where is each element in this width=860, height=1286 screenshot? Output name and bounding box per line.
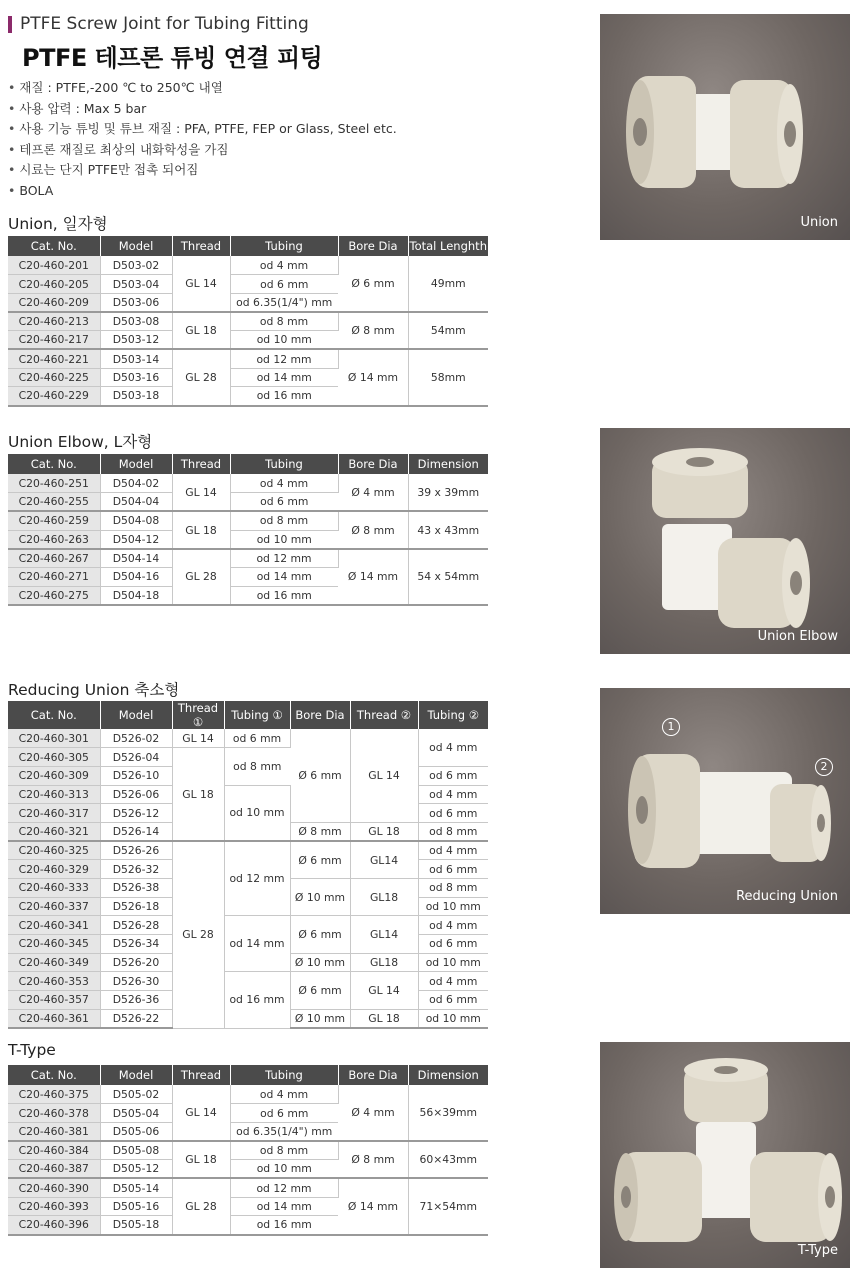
model: D503-12 xyxy=(100,331,172,350)
cat-no: C20-460-396 xyxy=(8,1216,100,1235)
tubing-2: od 10 mm xyxy=(418,953,488,972)
tubing-2: od 6 mm xyxy=(418,935,488,954)
cat-no: C20-460-259 xyxy=(8,511,100,530)
col-header: Dimension xyxy=(408,454,488,474)
model: D505-06 xyxy=(100,1122,172,1141)
thread: GL 18 xyxy=(172,312,230,349)
bore-dia: Ø 10 mm xyxy=(290,953,350,972)
model: D504-08 xyxy=(100,511,172,530)
ttype-table xyxy=(8,1065,488,1236)
tubing: od 10 mm xyxy=(230,1160,338,1179)
thread: GL 14 xyxy=(172,256,230,312)
dimension: 43 x 43mm xyxy=(408,511,488,548)
col-header: Thread xyxy=(172,454,230,474)
cat-no: C20-460-341 xyxy=(8,916,100,935)
model: D526-04 xyxy=(100,748,172,767)
cat-no: C20-460-309 xyxy=(8,766,100,785)
dimension: 60×43mm xyxy=(408,1141,488,1178)
cat-no: C20-460-329 xyxy=(8,860,100,879)
table-row xyxy=(8,1141,488,1160)
cat-no: C20-460-301 xyxy=(8,729,100,748)
model: D504-04 xyxy=(100,493,172,512)
model: D526-06 xyxy=(100,785,172,804)
tubing-2: od 4 mm xyxy=(418,916,488,935)
model: D526-38 xyxy=(100,879,172,898)
tubing: od 6.35(1/4") mm xyxy=(230,293,338,312)
cat-no: C20-460-225 xyxy=(8,368,100,387)
cat-no: C20-460-384 xyxy=(8,1141,100,1160)
tubing-1: od 16 mm xyxy=(224,972,290,1028)
bore-dia: Ø 8 mm xyxy=(338,511,408,548)
col-header: Thread xyxy=(172,236,230,256)
tubing-1: od 8 mm xyxy=(224,748,290,785)
tubing: od 6.35(1/4") mm xyxy=(230,1122,338,1141)
tubing-2: od 10 mm xyxy=(418,897,488,916)
cat-no: C20-460-390 xyxy=(8,1178,100,1197)
col-header: Thread ② xyxy=(350,701,418,729)
tubing: od 14 mm xyxy=(230,1197,338,1216)
cat-no: C20-460-361 xyxy=(8,1009,100,1028)
model: D526-26 xyxy=(100,841,172,860)
total-length: 58mm xyxy=(408,349,488,405)
cat-no: C20-460-255 xyxy=(8,493,100,512)
model: D526-10 xyxy=(100,766,172,785)
cat-no: C20-460-337 xyxy=(8,897,100,916)
model: D503-02 xyxy=(100,256,172,275)
tubing: od 10 mm xyxy=(230,331,338,350)
tubing: od 6 mm xyxy=(230,493,338,512)
bore-dia: Ø 6 mm xyxy=(290,841,350,878)
total-length: 49mm xyxy=(408,256,488,312)
model: D503-06 xyxy=(100,293,172,312)
cat-no: C20-460-251 xyxy=(8,474,100,493)
tubing: od 8 mm xyxy=(230,312,338,331)
tubing-2: od 4 mm xyxy=(418,785,488,804)
tubing-1: od 6 mm xyxy=(224,729,290,748)
col-header: Total Lenghth xyxy=(408,236,488,256)
table-row xyxy=(8,916,488,935)
spec-item: • 사용 압력 : Max 5 bar xyxy=(8,99,397,120)
union-caption: Union xyxy=(800,215,838,230)
spec-item: • 사용 기능 튜빙 및 튜브 재질 : PFA, PTFE, FEP or Glass, Steel etc. xyxy=(8,119,397,140)
union-photo xyxy=(600,14,850,240)
union-section-title: Union, 일자형 xyxy=(8,215,108,233)
table-row xyxy=(8,841,488,860)
cat-no: C20-460-378 xyxy=(8,1104,100,1123)
model: D526-30 xyxy=(100,972,172,991)
bore-dia: Ø 10 mm xyxy=(290,1009,350,1028)
reducing-fitting-illustration xyxy=(600,688,850,914)
model: D503-16 xyxy=(100,368,172,387)
tubing-1: od 10 mm xyxy=(224,785,290,841)
tubing-2: od 4 mm xyxy=(418,841,488,860)
col-header: Tubing xyxy=(230,454,338,474)
title-en: PTFE Screw Joint for Tubing Fitting xyxy=(20,14,309,34)
spec-item: • 시료는 단지 PTFE만 접촉 되어짐 xyxy=(8,160,397,181)
tubing-2: od 10 mm xyxy=(418,1009,488,1028)
tubing: od 6 mm xyxy=(230,275,338,294)
cat-no: C20-460-201 xyxy=(8,256,100,275)
dimension: 54 x 54mm xyxy=(408,549,488,605)
model: D526-02 xyxy=(100,729,172,748)
tubing: od 14 mm xyxy=(230,368,338,387)
reducing-photo xyxy=(600,688,850,914)
elbow-fitting-illustration xyxy=(600,428,850,654)
tubing: od 8 mm xyxy=(230,1141,338,1160)
bore-dia: Ø 4 mm xyxy=(338,1085,408,1141)
thread-2: GL14 xyxy=(350,916,418,953)
elbow-photo xyxy=(600,428,850,654)
reducing-caption: Reducing Union xyxy=(736,889,838,904)
spec-item: • 재질 : PTFE,-200 ℃ to 250℃ 내열 xyxy=(8,78,397,99)
model: D504-14 xyxy=(100,549,172,568)
tubing: od 4 mm xyxy=(230,474,338,493)
bore-dia: Ø 8 mm xyxy=(338,1141,408,1178)
bore-dia: Ø 6 mm xyxy=(290,972,350,1009)
tubing-2: od 4 mm xyxy=(418,729,488,766)
table-row xyxy=(8,312,488,331)
bore-dia: Ø 14 mm xyxy=(338,549,408,605)
tubing: od 8 mm xyxy=(230,511,338,530)
union-fitting-illustration xyxy=(600,14,850,240)
col-header: Thread ① xyxy=(172,701,224,729)
table-row xyxy=(8,1178,488,1197)
col-header: Bore Dia xyxy=(338,236,408,256)
model: D505-16 xyxy=(100,1197,172,1216)
col-header: Tubing ② xyxy=(418,701,488,729)
tubing: od 4 mm xyxy=(230,1085,338,1104)
model: D503-14 xyxy=(100,349,172,368)
cat-no: C20-460-209 xyxy=(8,293,100,312)
cat-no: C20-460-217 xyxy=(8,331,100,350)
tubing-2: od 4 mm xyxy=(418,972,488,991)
model: D526-14 xyxy=(100,822,172,841)
bore-dia: Ø 8 mm xyxy=(338,312,408,349)
thread-2: GL14 xyxy=(350,841,418,878)
marker-1: 1 xyxy=(662,718,680,736)
col-header: Tubing ① xyxy=(224,701,290,729)
bore-dia: Ø 10 mm xyxy=(290,879,350,916)
col-header: Thread xyxy=(172,1065,230,1085)
col-header: Model xyxy=(100,454,172,474)
tubing-1: od 12 mm xyxy=(224,841,290,916)
elbow-caption: Union Elbow xyxy=(757,629,838,644)
total-length: 54mm xyxy=(408,312,488,349)
cat-no: C20-460-221 xyxy=(8,349,100,368)
model: D505-14 xyxy=(100,1178,172,1197)
tubing-1: od 14 mm xyxy=(224,916,290,972)
accent-bar xyxy=(8,16,12,33)
cat-no: C20-460-213 xyxy=(8,312,100,331)
model: D505-08 xyxy=(100,1141,172,1160)
col-header: Cat. No. xyxy=(8,1065,100,1085)
thread-2: GL 14 xyxy=(350,729,418,822)
spec-item: • BOLA xyxy=(8,181,397,202)
cat-no: C20-460-381 xyxy=(8,1122,100,1141)
reducing-section-title: Reducing Union 축소형 xyxy=(8,681,180,699)
col-header: Model xyxy=(100,1065,172,1085)
col-header: Bore Dia xyxy=(338,454,408,474)
dimension: 71×54mm xyxy=(408,1178,488,1234)
tubing: od 16 mm xyxy=(230,1216,338,1235)
thread: GL 14 xyxy=(172,474,230,511)
title-ko: PTFE 테프론 튜빙 연결 피팅 xyxy=(22,44,323,72)
table-row xyxy=(8,349,488,368)
bore-dia: Ø 14 mm xyxy=(338,349,408,405)
cat-no: C20-460-229 xyxy=(8,387,100,406)
thread-2: GL18 xyxy=(350,879,418,916)
table-row xyxy=(8,972,488,991)
cat-no: C20-460-321 xyxy=(8,822,100,841)
tubing: od 10 mm xyxy=(230,530,338,549)
table-row xyxy=(8,1085,488,1104)
tubing: od 6 mm xyxy=(230,1104,338,1123)
cat-no: C20-460-393 xyxy=(8,1197,100,1216)
model: D504-18 xyxy=(100,586,172,605)
spec-list xyxy=(8,78,397,201)
col-header: Cat. No. xyxy=(8,454,100,474)
elbow-table xyxy=(8,454,488,606)
bore-dia: Ø 8 mm xyxy=(290,822,350,841)
tubing-2: od 6 mm xyxy=(418,991,488,1010)
col-header: Bore Dia xyxy=(290,701,350,729)
thread: GL 28 xyxy=(172,1178,230,1234)
tubing-2: od 8 mm xyxy=(418,822,488,841)
thread: GL 18 xyxy=(172,1141,230,1178)
table-row xyxy=(8,256,488,275)
col-header: Tubing xyxy=(230,236,338,256)
model: D526-12 xyxy=(100,804,172,823)
ttype-caption: T-Type xyxy=(797,1243,838,1258)
tubing-2: od 6 mm xyxy=(418,860,488,879)
col-header: Model xyxy=(100,701,172,729)
model: D504-12 xyxy=(100,530,172,549)
thread: GL 28 xyxy=(172,549,230,605)
tubing-2: od 8 mm xyxy=(418,879,488,898)
tubing: od 12 mm xyxy=(230,549,338,568)
thread-1: GL 14 xyxy=(172,729,224,748)
thread: GL 28 xyxy=(172,349,230,405)
table-row xyxy=(8,549,488,568)
union-table xyxy=(8,236,488,407)
model: D505-02 xyxy=(100,1085,172,1104)
model: D526-32 xyxy=(100,860,172,879)
tubing: od 16 mm xyxy=(230,387,338,406)
model: D526-20 xyxy=(100,953,172,972)
dimension: 39 x 39mm xyxy=(408,474,488,511)
table-row xyxy=(8,729,488,748)
bore-dia: Ø 6 mm xyxy=(290,729,350,822)
thread: GL 14 xyxy=(172,1085,230,1141)
tubing: od 16 mm xyxy=(230,586,338,605)
thread: GL 18 xyxy=(172,511,230,548)
col-header: Model xyxy=(100,236,172,256)
col-header: Cat. No. xyxy=(8,701,100,729)
model: D505-12 xyxy=(100,1160,172,1179)
cat-no: C20-460-357 xyxy=(8,991,100,1010)
dimension: 56×39mm xyxy=(408,1085,488,1141)
tubing-2: od 6 mm xyxy=(418,804,488,823)
model: D503-18 xyxy=(100,387,172,406)
title-en-row xyxy=(8,14,322,34)
model: D503-04 xyxy=(100,275,172,294)
model: D503-08 xyxy=(100,312,172,331)
cat-no: C20-460-317 xyxy=(8,804,100,823)
cat-no: C20-460-349 xyxy=(8,953,100,972)
cat-no: C20-460-375 xyxy=(8,1085,100,1104)
cat-no: C20-460-205 xyxy=(8,275,100,294)
thread-2: GL18 xyxy=(350,953,418,972)
model: D504-16 xyxy=(100,567,172,586)
col-header: Tubing xyxy=(230,1065,338,1085)
thread-1: GL 28 xyxy=(172,841,224,1028)
reducing-table xyxy=(8,701,488,1029)
cat-no: C20-460-267 xyxy=(8,549,100,568)
tubing-2: od 6 mm xyxy=(418,766,488,785)
ttype-section-title: T-Type xyxy=(8,1041,56,1059)
page-header xyxy=(8,14,322,73)
cat-no: C20-460-263 xyxy=(8,530,100,549)
tubing: od 12 mm xyxy=(230,349,338,368)
model: D505-18 xyxy=(100,1216,172,1235)
table-row xyxy=(8,474,488,493)
model: D526-34 xyxy=(100,935,172,954)
thread-2: GL 14 xyxy=(350,972,418,1009)
cat-no: C20-460-313 xyxy=(8,785,100,804)
spec-item: • 테프론 재질로 최상의 내화학성을 가짐 xyxy=(8,140,397,161)
thread-2: GL 18 xyxy=(350,1009,418,1028)
marker-2: 2 xyxy=(815,758,833,776)
cat-no: C20-460-271 xyxy=(8,567,100,586)
thread-2: GL 18 xyxy=(350,822,418,841)
ttype-fitting-illustration xyxy=(600,1042,850,1268)
tubing: od 4 mm xyxy=(230,256,338,275)
bore-dia: Ø 4 mm xyxy=(338,474,408,511)
model: D526-18 xyxy=(100,897,172,916)
tubing: od 14 mm xyxy=(230,567,338,586)
thread-1: GL 18 xyxy=(172,748,224,841)
model: D505-04 xyxy=(100,1104,172,1123)
elbow-section-title: Union Elbow, L자형 xyxy=(8,433,153,451)
cat-no: C20-460-325 xyxy=(8,841,100,860)
cat-no: C20-460-345 xyxy=(8,935,100,954)
model: D526-36 xyxy=(100,991,172,1010)
table-row xyxy=(8,511,488,530)
ttype-photo xyxy=(600,1042,850,1268)
col-header: Cat. No. xyxy=(8,236,100,256)
cat-no: C20-460-353 xyxy=(8,972,100,991)
tubing: od 12 mm xyxy=(230,1178,338,1197)
col-header: Dimension xyxy=(408,1065,488,1085)
model: D504-02 xyxy=(100,474,172,493)
bore-dia: Ø 14 mm xyxy=(338,1178,408,1234)
bore-dia: Ø 6 mm xyxy=(290,916,350,953)
cat-no: C20-460-305 xyxy=(8,748,100,767)
model: D526-22 xyxy=(100,1009,172,1028)
col-header: Bore Dia xyxy=(338,1065,408,1085)
cat-no: C20-460-387 xyxy=(8,1160,100,1179)
cat-no: C20-460-333 xyxy=(8,879,100,898)
bore-dia: Ø 6 mm xyxy=(338,256,408,312)
cat-no: C20-460-275 xyxy=(8,586,100,605)
model: D526-28 xyxy=(100,916,172,935)
